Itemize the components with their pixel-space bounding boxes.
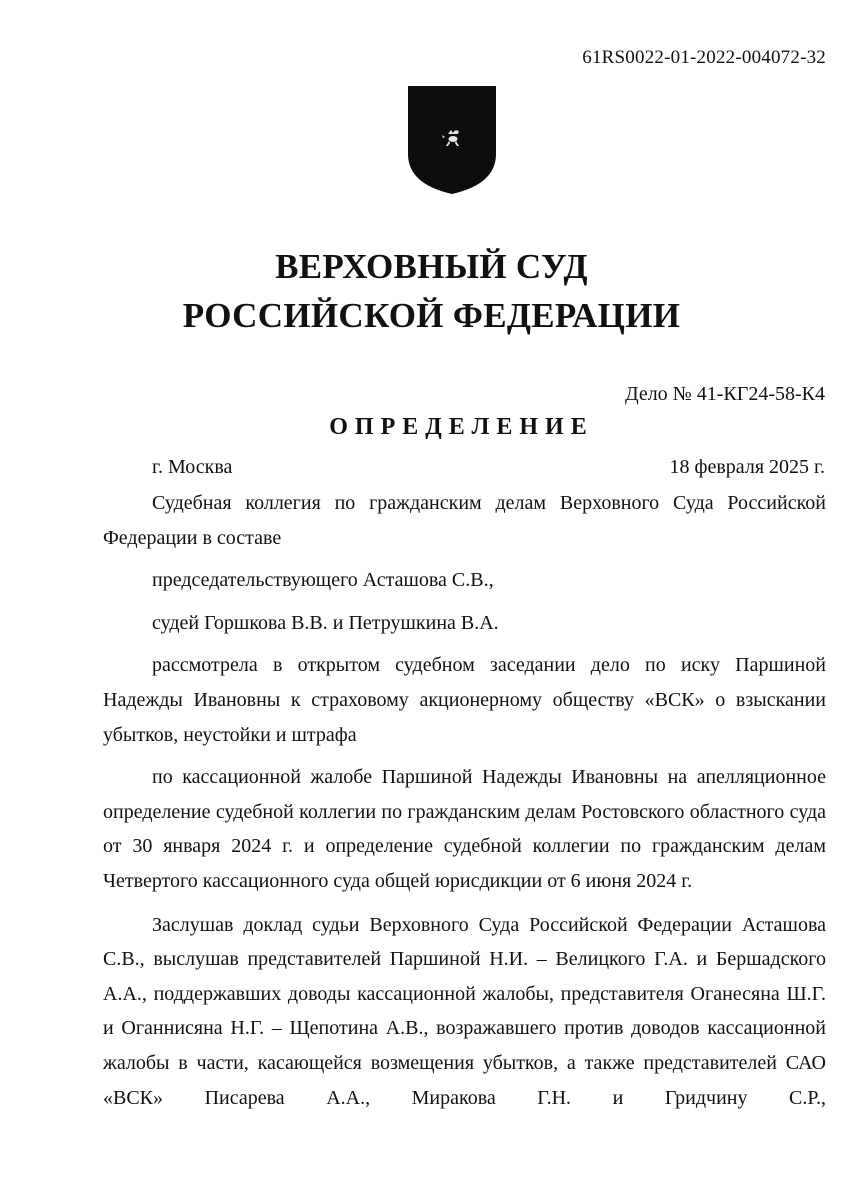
case-number: Дело № 41-КГ24-58-К4 (624, 383, 825, 405)
city: г. Москва (152, 456, 233, 478)
document-body (103, 486, 826, 1115)
case-identifier: 61RS0022-01-2022-004072-32 (582, 47, 826, 68)
paragraph-collegium: Судебная коллегия по гражданским делам Верховного Суда Российской Федерации в составе (103, 492, 826, 549)
coat-of-arms-icon (404, 84, 500, 196)
paragraph-hearing-participants: Заслушав доклад судьи Верховного Суда Российской Федерации Асташова С.В., выслушав представителей Паршиной Н.И. – Велицкого Г.А. и Бершадского А.А., поддержавших доводы кассационной жалобы, представителя Оганесяна Ш.Г. и Оганнисяна Н.Г. – Щепотина А.В., возражавшего против доводов кассационной жалобы в части, касающейся возмещения убытков, а также представителей САО «ВСК» Писарева А.А., Миракова Г.Н. и Гридчину С.Р., (103, 913, 826, 1109)
paragraph-case-subject: рассмотрела в открытом судебном заседании дело по иску Паршиной Надежды Ивановны к страховому акционерному обществу «ВСК» о взыскании убытков, неустойки и штрафа (103, 654, 826, 746)
court-name-line-2: РОССИЙСКОЙ ФЕДЕРАЦИИ (182, 296, 681, 335)
paragraph-presiding-judge: председательствующего Асташова С.В., (152, 569, 494, 592)
decision-date: 18 февраля 2025 г. (669, 456, 825, 478)
document-type-heading: ОПРЕДЕЛЕНИЕ (329, 414, 594, 440)
court-name-line-1: ВЕРХОВНЫЙ СУД (275, 247, 588, 286)
paragraph-cassation-appeal: по кассационной жалобе Паршиной Надежды Ивановны на апелляционное определение судебной коллегии по гражданским делам Ростовского областного суда от 30 января 2024 г. и определение судебной коллегии по гражданским делам Четвертого кассационного суда общей юрисдикции от 6 июня 2024 г. (103, 766, 826, 892)
paragraph-judges: судей Горшкова В.В. и Петрушкина В.А. (152, 611, 499, 634)
